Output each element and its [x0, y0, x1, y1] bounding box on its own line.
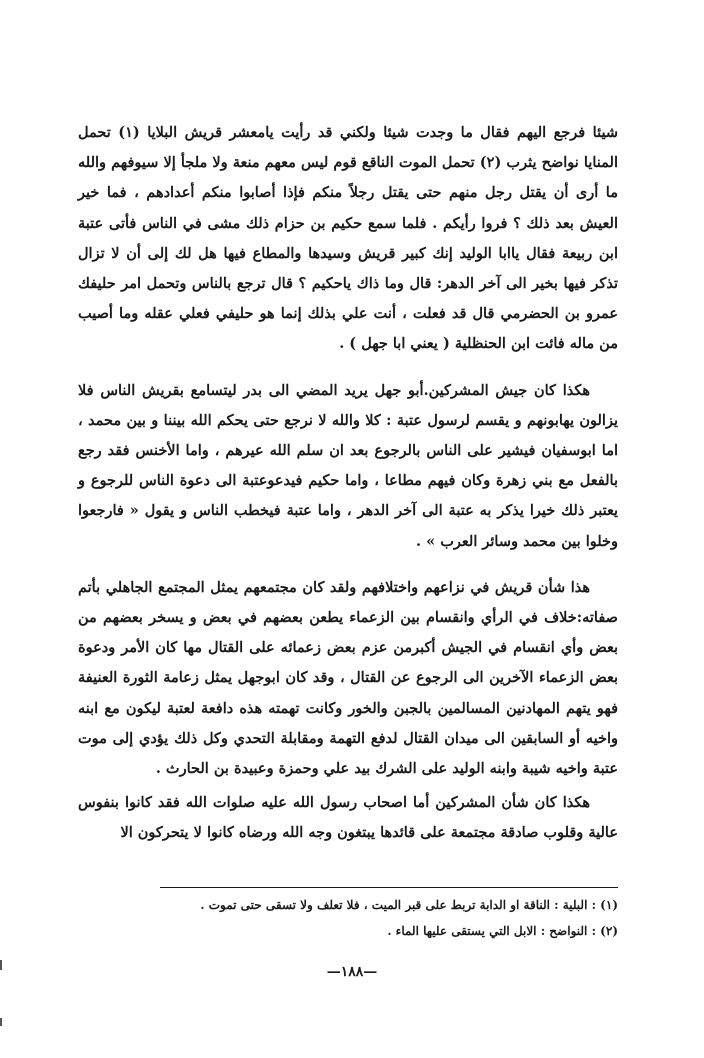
footnote-2: (٢) : النواضح : الابل التي يستقى عليها الماء . [387, 924, 618, 938]
scan-edge-mark [0, 1018, 2, 1026]
footnote-divider [160, 887, 618, 888]
footnote-1: (١) : البلية : الناقة او الدابة تربط على قبر الميت ، فلا تعلف ولا تسقى حتى تموت . [200, 898, 618, 912]
body-text [78, 118, 618, 849]
paragraph-3: هذا شأن قريش في نزاعهم واختلافهم ولقد كان مجتمعهم يمثل المجتمع الجاهلي بأتم صفاته:خلاف في الرأي وانقسام بين الزعماء يطعن بعضهم في بعض و يسخر بعضهم من بعض وأي انقسام في الجيش أكبرمن عزم بعض زعمائه على القتال مها كان الأمر ودعوة بعض الزعماء الآخرين الى الرجوع عن القتال ، وقد كان ابوجهل يمثل زعامة الثورة العنيفة فهو يتهم المهادنين المسالمين بالجبن والخور وكانت تهمته هذه دافعة لعتبة ليكون مع ابنه واخيه أو السابقين الى ميدان القتال لدفع التهمة ومقابلة التحدي وكل ذلك يؤدي إلى موت عتبة واخيه شيبة وابنه الوليد على الشرك بيد علي وحمزة وعبيدة بن الحارث . [78, 578, 618, 778]
paragraph-4: هكذا كان شأن المشركين أما اصحاب رسول الله عليه صلوات الله فقد كانوا بنفوس عالية وقلوب صادقة مجتمعة على قائدها يبتغون وجه الله ورضاه كانوا لا يتحركون الا [78, 794, 618, 842]
paragraph-1: شيئا فرجع اليهم فقال ما وجدت شيئا ولكني قد رأيت يامعشر قريش البلايا (١) تحمل المنايا نواضح يثرب (٢) تحمل الموت الناقع قوم ليس معهم منعة ولا ملجأ إلا سيوفهم والله ما أرى أن يقتل رجل منهم حتى يقتل رجلاً منكم فإذا أصابوا منكم أعدادهم ، فما خير العيش بعد ذلك ؟ فروا رأيكم . فلما سمع حكيم بن حزام ذلك مشى في الناس فأتى عتبة ابن ربيعة فقال ياابا الوليد إنك كبير قريش وسيدها والمطاع فيها هل لك إلى أن لا تزال تذكر فيها بخير الى آخر الدهر: قال وما ذاك ياحكيم ؟ قال ترجع بالناس وتحمل امر حليفك عمرو بن الحضرمي قال قد فعلت ، أنت علي بذلك إنما هو حليفي فعلي عقله وما أصيب من ماله فائت ابن الحنظلية ( يعني ابا جهل ) . [78, 124, 618, 353]
footnotes [160, 892, 618, 944]
scan-edge-mark [0, 960, 2, 970]
page-number: —١٨٨— [326, 964, 378, 980]
paragraph-2: هكذا كان جيش المشركين.أبو جهل يريد المضي الى بدر ليتسامع بقريش الناس فلا يزالون يهابونهم و يقسم لرسول عتبة : كلا والله لا نرجع حتى يحكم الله بيننا و بين محمد ، اما ابوسفيان فيشير على الناس بالرجوع بعد ان سلم الله عيرهم ، واما الأخنس فقد رجع بالفعل مع بني زهرة وكان فيهم مطاعا ، واما حكيم فيدعوعتبة الى دعوة الناس للرجوع و يعتبر ذلك خيرا يذكر به عتبة الى آخر الدهر ، واما عتبة فيخطب الناس و يقول « فارجعوا وخلوا بين محمد وسائر العرب » . [78, 381, 618, 550]
